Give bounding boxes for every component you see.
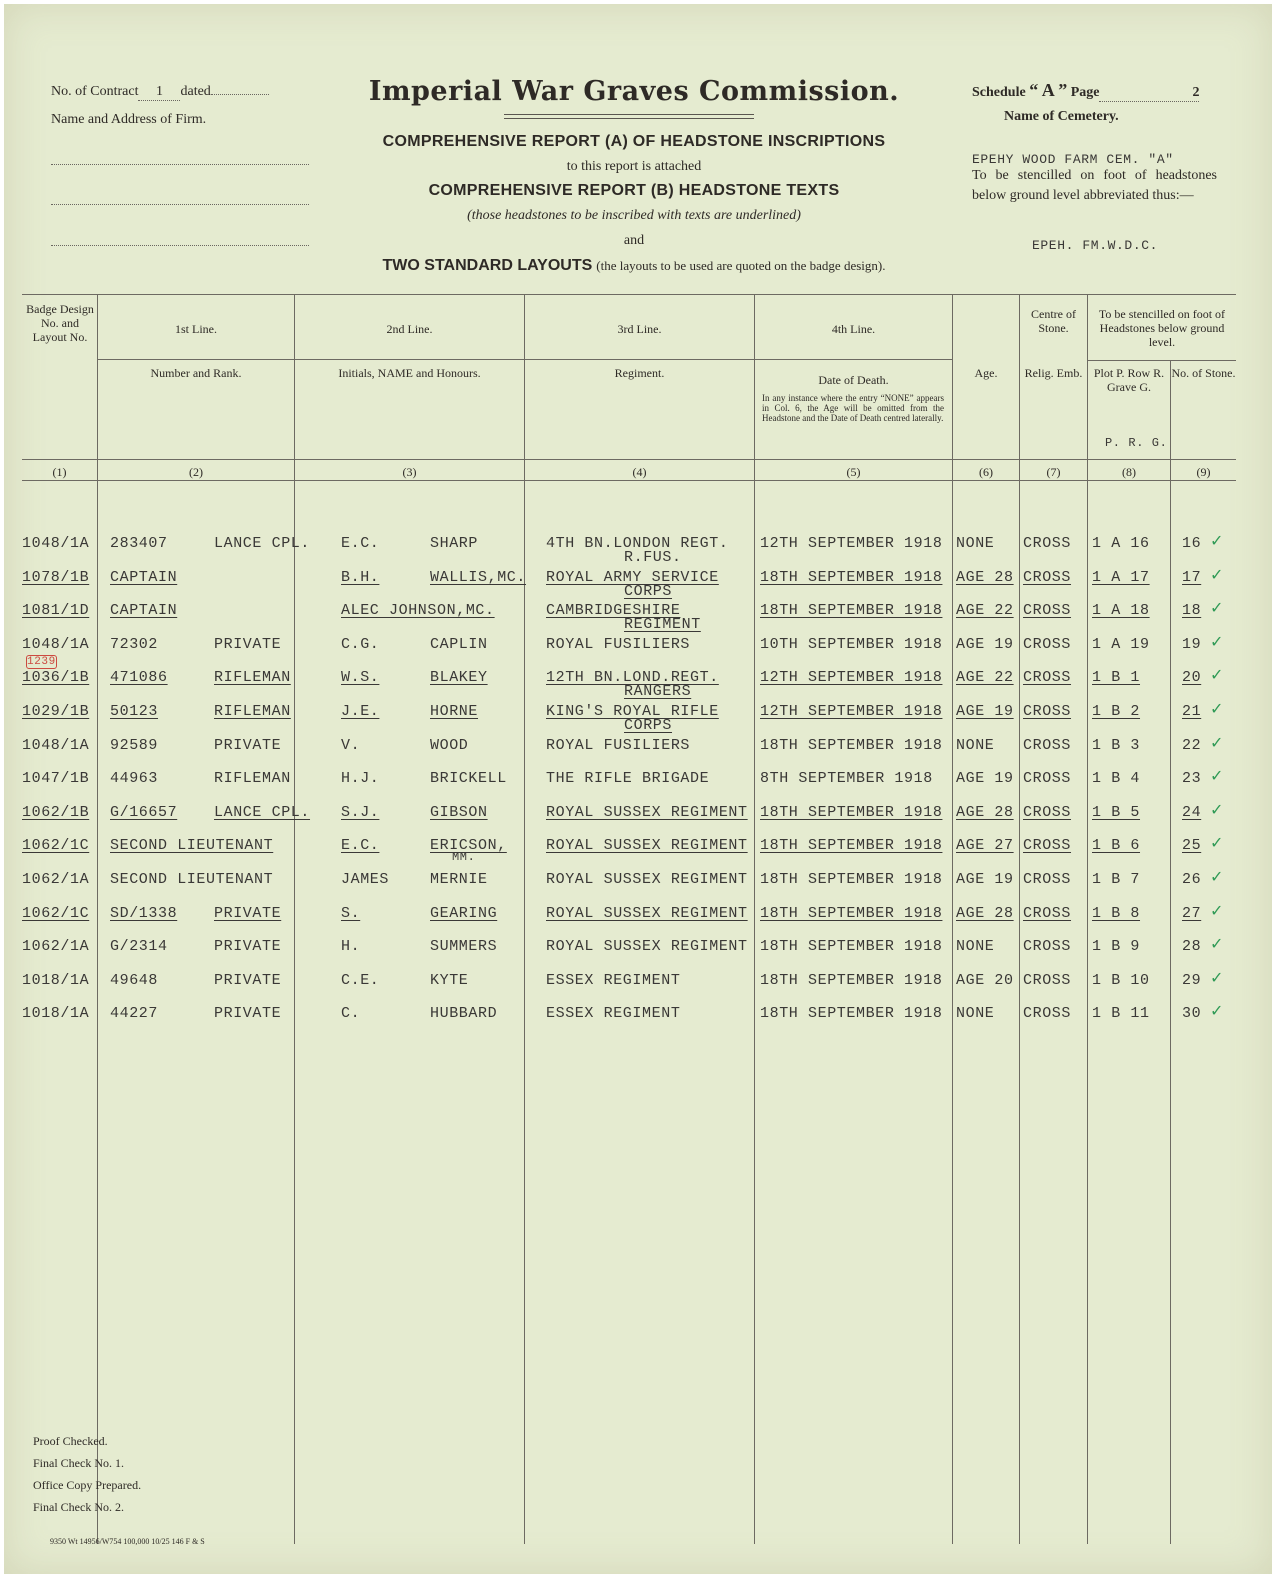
rank: RIFLEMAN — [214, 669, 291, 686]
religious-emblem: CROSS — [1023, 535, 1072, 552]
initials: J.E. — [341, 703, 380, 720]
religious-emblem: CROSS — [1023, 770, 1072, 787]
plot-row-grave: 1 B 5 — [1092, 804, 1141, 821]
badge-design: 1029/1B — [22, 703, 90, 720]
date-of-death: 18TH SEPTEMBER 1918 — [760, 905, 943, 922]
report-b-heading: COMPREHENSIVE REPORT (B) HEADSTONE TEXTS — [428, 182, 840, 199]
col-num-3: (3) — [402, 465, 417, 479]
col-stencil-header: To be stencilled on foot of Headstones below ground level. — [1098, 307, 1226, 349]
col-prg-stamp: P. R. G. — [1105, 436, 1168, 450]
col-num-9: (9) — [1196, 465, 1211, 479]
religious-emblem: CROSS — [1023, 602, 1072, 619]
initials: S. — [341, 905, 361, 922]
final-check-1-label: Final Check No. 1. — [33, 1456, 124, 1470]
office-copy-label: Office Copy Prepared. — [33, 1478, 142, 1492]
religious-emblem: CROSS — [1023, 905, 1072, 922]
initials: E.C. — [341, 535, 380, 552]
check-mark-icon: ✓ — [1210, 565, 1224, 584]
plot-row-grave: 1 A 18 — [1092, 602, 1150, 619]
col-num-6: (6) — [979, 465, 993, 479]
service-number: G/16657 — [110, 804, 178, 821]
service-number: 283407 — [110, 535, 168, 552]
dated-label: dated — [180, 84, 211, 99]
rank: LANCE CPL. — [214, 804, 311, 821]
age: AGE 19 — [956, 770, 1014, 787]
col-line3-header: 3rd Line. — [617, 322, 662, 336]
service-number: CAPTAIN — [110, 602, 178, 619]
age: AGE 22 — [956, 602, 1014, 619]
final-check-2-label: Final Check No. 2. — [33, 1500, 124, 1514]
surname: BRICKELL — [430, 770, 507, 787]
stencil-abbreviation: EPEH. FM.W.D.C. — [1032, 238, 1159, 253]
col-badge-header: Badge Design No. and Layout No. — [26, 302, 94, 344]
col-age-header: Age. — [974, 366, 998, 380]
religious-emblem: CROSS — [1023, 1005, 1072, 1022]
check-mark-icon: ✓ — [1210, 598, 1224, 617]
religious-emblem: CROSS — [1023, 871, 1072, 888]
report-a-heading: COMPREHENSIVE REPORT (A) OF HEADSTONE INSCRIPTIONS — [382, 133, 886, 150]
regiment: KING'S ROYAL RIFLE — [546, 703, 719, 720]
check-mark-icon: ✓ — [1210, 833, 1224, 852]
col-num-5: (5) — [846, 465, 861, 479]
table-body — [4, 4, 1272, 1574]
col-line2-header: 2nd Line. — [386, 322, 433, 336]
surname: ERICSON, — [430, 837, 507, 854]
regiment: ROYAL SUSSEX REGIMENT — [546, 938, 748, 955]
age: AGE 19 — [956, 703, 1014, 720]
check-mark-icon: ✓ — [1210, 632, 1224, 651]
regiment: 4TH BN.LONDON REGT. — [546, 535, 729, 552]
col-prg-header: Plot P. Row R. Grave G. — [1093, 366, 1165, 394]
surname: SHARP — [430, 535, 479, 552]
religious-emblem: CROSS — [1023, 938, 1072, 955]
service-number: 72302 — [110, 636, 159, 653]
date-of-death: 18TH SEPTEMBER 1918 — [760, 569, 943, 586]
badge-design: 1048/1A — [22, 737, 90, 754]
print-code: 9350 Wt 14956/W754 100,000 10/25 146 F & S — [50, 1537, 205, 1546]
service-number: CAPTAIN — [110, 569, 178, 586]
cemetery-value: EPEHY WOOD FARM CEM. "A" — [972, 152, 1174, 167]
col-centre-header: Centre of Stone. — [1031, 307, 1076, 335]
page-label: Page — [1070, 85, 1100, 100]
initials: ALEC JOHNSON,MC. — [341, 602, 495, 619]
plot-row-grave: 1 A 16 — [1092, 535, 1150, 552]
two-layouts-heading: TWO STANDARD LAYOUTS — [382, 257, 593, 274]
badge-design: 1048/1A — [22, 535, 90, 552]
stone-number: 27 — [1182, 905, 1202, 922]
regiment: ROYAL FUSILIERS — [546, 737, 691, 754]
surname: SUMMERS — [430, 938, 498, 955]
date-of-death: 18TH SEPTEMBER 1918 — [760, 602, 943, 619]
plot-row-grave: 1 B 1 — [1092, 669, 1141, 686]
stone-number: 25 — [1182, 837, 1202, 854]
stone-number: 17 — [1182, 569, 1202, 586]
firm-label: Name and Address of Firm. — [51, 112, 207, 127]
religious-emblem: CROSS — [1023, 569, 1072, 586]
service-number: SD/1338 — [110, 905, 178, 922]
check-mark-icon: ✓ — [1210, 901, 1224, 920]
regiment: ROYAL ARMY SERVICE — [546, 569, 719, 586]
col-stone-header: No. of Stone. — [1171, 366, 1236, 380]
col-num-8: (8) — [1122, 465, 1136, 479]
badge-design: 1062/1C — [22, 837, 90, 854]
service-number: 50123 — [110, 703, 159, 720]
plot-row-grave: 1 B 9 — [1092, 938, 1141, 955]
age: AGE 27 — [956, 837, 1014, 854]
plot-row-grave: 1 B 3 — [1092, 737, 1141, 754]
contract-label: No. of Contract — [51, 84, 139, 99]
rank: PRIVATE — [214, 938, 282, 955]
religious-emblem: CROSS — [1023, 669, 1072, 686]
rank: RIFLEMAN — [214, 703, 291, 720]
initials: H.J. — [341, 770, 380, 787]
stencil-note: To be stencilled on foot of headstones below ground level abbreviated thus:— — [972, 168, 1217, 203]
surname: GEARING — [430, 905, 498, 922]
attached-note: to this report is attached — [566, 159, 702, 174]
age: AGE 22 — [956, 669, 1014, 686]
service-number: 44227 — [110, 1005, 159, 1022]
badge-design: 1081/1D — [22, 602, 90, 619]
col-num-7: (7) — [1046, 465, 1061, 479]
surname: MERNIE — [430, 871, 488, 888]
col-name-header: Initials, NAME and Honours. — [338, 366, 481, 380]
rank: LANCE CPL. — [214, 535, 311, 552]
check-mark-icon: ✓ — [1210, 867, 1224, 886]
age: NONE — [956, 535, 995, 552]
regiment-line-2: CORPS — [624, 583, 673, 600]
badge-design: 1047/1B — [22, 770, 90, 787]
plot-row-grave: 1 B 6 — [1092, 837, 1141, 854]
service-number: 471086 — [110, 669, 168, 686]
stone-number: 23 — [1182, 770, 1202, 787]
initials: E.C. — [341, 837, 380, 854]
regiment: ROYAL SUSSEX REGIMENT — [546, 871, 748, 888]
badge-design: 1018/1A — [22, 1005, 90, 1022]
plot-row-grave: 1 B 10 — [1092, 972, 1150, 989]
col-emblem-header: Relig. Emb. — [1024, 366, 1083, 380]
stone-number: 18 — [1182, 602, 1202, 619]
contract-number: 1 — [138, 84, 180, 101]
regiment-line-2: REGIMENT — [624, 616, 701, 633]
stone-number: 29 — [1182, 972, 1202, 989]
regiment-line-2: R.FUS. — [624, 549, 682, 566]
age: NONE — [956, 737, 995, 754]
col-line4-header: 4th Line. — [831, 322, 876, 336]
service-number: SECOND LIEUTENANT — [110, 871, 274, 888]
schedule-value: “ A ” — [1029, 80, 1068, 100]
initials: V. — [341, 737, 361, 754]
date-of-death: 12TH SEPTEMBER 1918 — [760, 669, 943, 686]
stone-number: 19 — [1182, 636, 1202, 653]
regiment: ROYAL SUSSEX REGIMENT — [546, 905, 748, 922]
underlined-note: (those headstones to be inscribed with texts are underlined) — [467, 208, 801, 223]
rank: PRIVATE — [214, 972, 282, 989]
regiment: ESSEX REGIMENT — [546, 1005, 681, 1022]
stone-number: 16 — [1182, 535, 1202, 552]
check-mark-icon: ✓ — [1210, 800, 1224, 819]
religious-emblem: CROSS — [1023, 972, 1072, 989]
surname: WALLIS,MC. — [430, 569, 527, 586]
age: AGE 28 — [956, 804, 1014, 821]
badge-design: 1062/1B — [22, 804, 90, 821]
service-number: 49648 — [110, 972, 159, 989]
plot-row-grave: 1 A 17 — [1092, 569, 1150, 586]
regiment: 12TH BN.LOND.REGT. — [546, 669, 719, 686]
initials: H. — [341, 938, 361, 955]
initials: C.E. — [341, 972, 380, 989]
date-of-death: 18TH SEPTEMBER 1918 — [760, 737, 943, 754]
regiment: ROYAL SUSSEX REGIMENT — [546, 804, 748, 821]
age: NONE — [956, 1005, 995, 1022]
rank: PRIVATE — [214, 737, 282, 754]
religious-emblem: CROSS — [1023, 804, 1072, 821]
col-regiment-header: Regiment. — [614, 366, 665, 380]
age: AGE 20 — [956, 972, 1014, 989]
initials: W.S. — [341, 669, 380, 686]
initials: S.J. — [341, 804, 380, 821]
age: AGE 19 — [956, 871, 1014, 888]
stone-number: 30 — [1182, 1005, 1202, 1022]
date-of-death: 18TH SEPTEMBER 1918 — [760, 804, 943, 821]
surname: BLAKEY — [430, 669, 488, 686]
service-number: 44963 — [110, 770, 159, 787]
honours: MM. — [452, 850, 476, 864]
surname: KYTE — [430, 972, 469, 989]
col-line1-header: 1st Line. — [175, 322, 217, 336]
date-of-death: 18TH SEPTEMBER 1918 — [760, 938, 943, 955]
date-of-death: 18TH SEPTEMBER 1918 — [760, 1005, 943, 1022]
col-date-header: Date of Death. — [818, 373, 889, 387]
record-sheet — [4, 4, 1272, 1574]
badge-design: 1036/1B — [22, 669, 90, 686]
date-of-death: 18TH SEPTEMBER 1918 — [760, 972, 943, 989]
plot-row-grave: 1 B 11 — [1092, 1005, 1150, 1022]
page-title: Imperial War Graves Commission. — [368, 76, 900, 107]
stone-number: 26 — [1182, 871, 1202, 888]
service-number: 92589 — [110, 737, 159, 754]
layouts-note: (the layouts to be used are quoted on the badge design). — [596, 258, 886, 273]
age: AGE 28 — [956, 569, 1014, 586]
surname: CAPLIN — [430, 636, 488, 653]
service-number: SECOND LIEUTENANT — [110, 837, 274, 854]
check-mark-icon: ✓ — [1210, 733, 1224, 752]
col-num-1: (1) — [52, 465, 67, 479]
date-of-death: 18TH SEPTEMBER 1918 — [760, 837, 943, 854]
surname: GIBSON — [430, 804, 488, 821]
badge-design: 1078/1B — [22, 569, 90, 586]
col-num-4: (4) — [632, 465, 647, 479]
religious-emblem: CROSS — [1023, 636, 1072, 653]
date-of-death: 12TH SEPTEMBER 1918 — [760, 535, 943, 552]
initials: B.H. — [341, 569, 380, 586]
proof-checked-label: Proof Checked. — [33, 1434, 108, 1448]
plot-row-grave: 1 B 7 — [1092, 871, 1141, 888]
badge-correction: 1239 — [27, 656, 56, 668]
date-of-death: 12TH SEPTEMBER 1918 — [760, 703, 943, 720]
plot-row-grave: 1 A 19 — [1092, 636, 1150, 653]
schedule-label: Schedule — [972, 85, 1026, 100]
rank: PRIVATE — [214, 905, 282, 922]
check-mark-icon: ✓ — [1210, 699, 1224, 718]
stone-number: 20 — [1182, 669, 1202, 686]
regiment-line-2: RANGERS — [624, 683, 692, 700]
regiment-line-2: CORPS — [624, 717, 673, 734]
check-mark-icon: ✓ — [1210, 1001, 1224, 1020]
religious-emblem: CROSS — [1023, 703, 1072, 720]
surname: WOOD — [430, 737, 469, 754]
check-mark-icon: ✓ — [1210, 934, 1224, 953]
initials: C. — [341, 1005, 361, 1022]
col-num-2: (2) — [189, 465, 203, 479]
rank: RIFLEMAN — [214, 770, 291, 787]
date-of-death: 10TH SEPTEMBER 1918 — [760, 636, 943, 653]
plot-row-grave: 1 B 2 — [1092, 703, 1141, 720]
plot-row-grave: 1 B 8 — [1092, 905, 1141, 922]
stone-number: 21 — [1182, 703, 1202, 720]
regiment: ROYAL SUSSEX REGIMENT — [546, 837, 748, 854]
badge-design: 1062/1C — [22, 905, 90, 922]
badge-design: 1062/1A — [22, 871, 90, 888]
rank: PRIVATE — [214, 1005, 282, 1022]
surname: HORNE — [430, 703, 479, 720]
cemetery-label: Name of Cemetery. — [1004, 109, 1119, 124]
regiment: ROYAL FUSILIERS — [546, 636, 691, 653]
and-text: and — [623, 233, 645, 248]
col-number-rank-header: Number and Rank. — [150, 366, 242, 380]
initials: C.G. — [341, 636, 380, 653]
check-mark-icon: ✓ — [1210, 968, 1224, 987]
religious-emblem: CROSS — [1023, 737, 1072, 754]
plot-row-grave: 1 B 4 — [1092, 770, 1141, 787]
age: AGE 19 — [956, 636, 1014, 653]
religious-emblem: CROSS — [1023, 837, 1072, 854]
badge-design: 1048/1A — [22, 636, 90, 653]
regiment: CAMBRIDGESHIRE — [546, 602, 681, 619]
service-number: G/2314 — [110, 938, 168, 955]
surname: HUBBARD — [430, 1005, 498, 1022]
check-mark-icon: ✓ — [1210, 766, 1224, 785]
date-of-death: 8TH SEPTEMBER 1918 — [760, 770, 933, 787]
initials: JAMES — [341, 871, 390, 888]
age: NONE — [956, 938, 995, 955]
regiment: ESSEX REGIMENT — [546, 972, 681, 989]
regiment: THE RIFLE BRIGADE — [546, 770, 710, 787]
check-mark-icon: ✓ — [1210, 531, 1224, 550]
badge-design: 1018/1A — [22, 972, 90, 989]
stone-number: 28 — [1182, 938, 1202, 955]
stone-number: 24 — [1182, 804, 1202, 821]
stone-number: 22 — [1182, 737, 1202, 754]
col-date-note: In any instance where the entry “NONE” appears in Col. 6, the Age will be omitted from the Headstone and the Date of Death centred laterally. — [762, 393, 944, 423]
check-mark-icon: ✓ — [1210, 665, 1224, 684]
age: AGE 28 — [956, 905, 1014, 922]
badge-design: 1062/1A — [22, 938, 90, 955]
rank: PRIVATE — [214, 636, 282, 653]
page-number: 2 — [1099, 85, 1199, 102]
date-of-death: 18TH SEPTEMBER 1918 — [760, 871, 943, 888]
